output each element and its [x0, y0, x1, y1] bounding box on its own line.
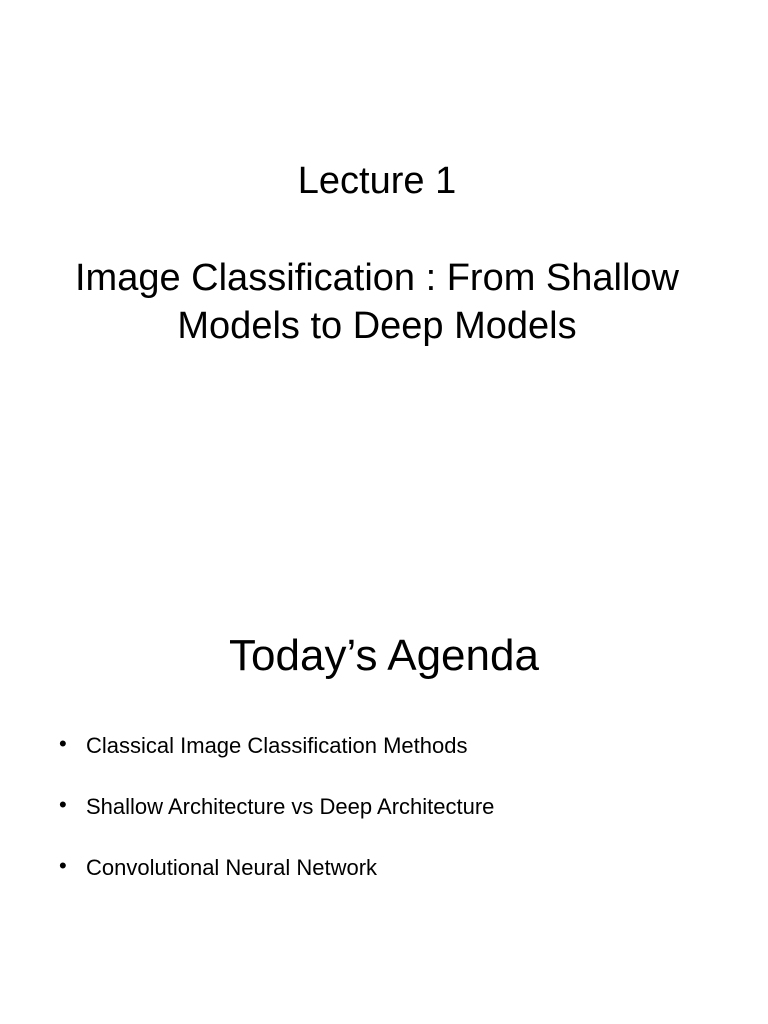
agenda-slide — [0, 512, 768, 1024]
agenda-title: Today’s Agenda — [229, 631, 539, 680]
agenda-item-label: Convolutional Neural Network — [86, 855, 378, 880]
lecture-title-line-1: Image Classification : From Shallow — [75, 257, 679, 299]
agenda-item — [0, 731, 768, 792]
bullet-icon: • — [59, 853, 67, 878]
lecture-title-line-2: Models to Deep Models — [177, 305, 577, 347]
bullet-icon: • — [59, 731, 67, 756]
agenda-item — [0, 792, 768, 853]
agenda-list — [0, 731, 768, 914]
bullet-icon: • — [59, 792, 67, 817]
lecture-number: Lecture 1 — [297, 160, 457, 202]
agenda-item-label: Classical Image Classification Methods — [86, 733, 468, 758]
agenda-item — [0, 853, 768, 914]
agenda-item-label: Shallow Architecture vs Deep Architecture — [86, 794, 495, 819]
lecture-title — [0, 254, 754, 350]
